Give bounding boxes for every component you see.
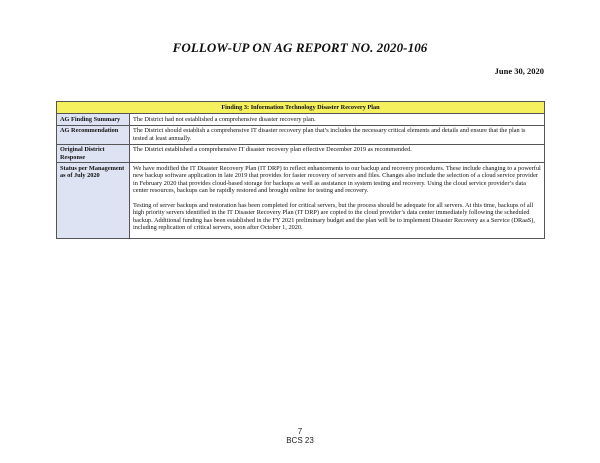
page-number: 7: [297, 427, 303, 436]
table-row: [57, 163, 545, 238]
row-value-finding-summary: The District had not established a comprehensive disaster recovery plan.: [130, 114, 545, 125]
report-title: FOLLOW-UP ON AG REPORT NO. 2020-106: [172, 40, 428, 55]
row-label-recommendation: AG Recommendation: [57, 125, 130, 144]
finding-heading-row: [57, 102, 545, 114]
status-paragraph-1: We have modified the IT Disaster Recovery Plan (IT DRP) to reflect enhancements to our backup and recovery procedures. These include changing to a powerful new backup software application in late 2019 that provides for faster recovery of servers and files. Changes also include the selection of a cloud service provider in February 2020 that provides cloud-based storage for backups as well as assistance in system testing and recovery. Using the cloud service provider’s data center resources, backups can be rapidly restored and brought online for testing and recovery.: [133, 164, 541, 195]
row-label-district-response: Original District Response: [57, 144, 130, 163]
status-paragraph-2: Testing of server backups and restoration has been completed for critical servers, but the process should be adequate for all servers. At this time, backups of all high priority servers identified in the IT Disaster Recovery Plan (IT DRP) are copied to the cloud provider’s data center immediately following the scheduled backup. Additional funding has been established in the FY 2021 preliminary budget and the plan will be to implement Disaster Recovery as a Service (DRaaS), including replication of critical servers, soon after October 1, 2020.: [133, 201, 535, 232]
row-value-district-response: The District established a comprehensive IT disaster recovery plan effective December 2019 as recommended.: [130, 144, 545, 163]
document-code: BCS 23: [286, 436, 314, 445]
table-row: [57, 144, 545, 163]
report-date: June 30, 2020: [494, 66, 544, 76]
finding-table: [56, 101, 545, 239]
finding-heading: Finding 3: Information Technology Disaster Recovery Plan: [57, 102, 545, 114]
row-value-management-status: [130, 163, 545, 238]
row-value-recommendation: The District should establish a comprehensive IT disaster recovery plan that’s includes the necessary critical elements and details and ensure that the plan is tested at least annually.: [130, 125, 545, 144]
table-row: [57, 125, 545, 144]
row-label-management-status: Status per Management as of July 2020: [57, 163, 130, 238]
table-row: [57, 114, 545, 125]
row-label-finding-summary: AG Finding Summary: [57, 114, 130, 125]
